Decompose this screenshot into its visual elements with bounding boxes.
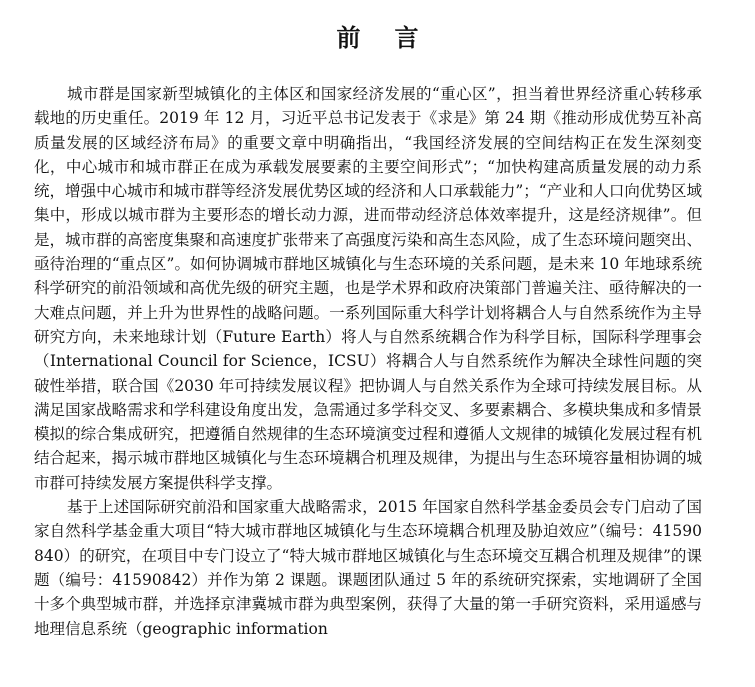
- body-text: [34, 82, 702, 641]
- paragraph-2: 基于上述国际研究前沿和国家重大战略需求，2015 年国家自然科学基金委员会专门启动了国家自然科学基金重大项目“特大城市群地区城镇化与生态环境耦合机理及胁迫效应”（编号：41590840）的研究，在项目中专门设立了“特大城市群地区城镇化与生态环境交互耦合机理及规律”的课题（编号：41590842）并作为第 2 课题。课题团队通过 5 年的系统研究探索，实地调研了全国十多个典型城市群，并选择京津冀城市群为典型案例，获得了大量的第一手研究资料，采用遥感与地理信息系统（geographic information: [34, 498, 702, 638]
- paragraph-1: 城市群是国家新型城镇化的主体区和国家经济发展的“重心区”，担当着世界经济重心转移承载地的历史重任。2019 年 12 月，习近平总书记发表于《求是》第 24 期《推动形成优势互补高质量发展的区域经济布局》的重要文章中明确指出，“我国经济发展的空间结构正在发生深刻变化，中心城市和城市群正在成为承载发展要素的主要空间形式”；“加快构建高质量发展的动力系统，增强中心城市和城市群等经济发展优势区域的经济和人口承载能力”；“产业和人口向优势区域集中，形成以城市群为主要形态的增长动力源，进而带动经济总体效率提升，这是经济规律”。但是，城市群的高密度集聚和高速度扩张带来了高强度污染和高生态风险，成了生态环境问题突出、亟待治理的“重点区”。如何协调城市群地区城镇化与生态环境的关系问题，是未来 10 年地球系统科学研究的前沿领域和高优先级的研究主题，也是学术界和政府决策部门普遍关注、亟待解决的一大难点问题，并上升为世界性的战略问题。一系列国际重大科学计划将耦合人与自然系统作为主导研究方向，未来地球计划（Future Earth）将人与自然系统耦合作为科学目标，国际科学理事会（International Council for Science，ICSU）将耦合人与自然系统作为解决全球性问题的突破性举措，联合国《2030 年可持续发展议程》把协调人与自然关系作为全球可持续发展目标。从满足国家战略需求和学科建设角度出发，急需通过多学科交叉、多要素耦合、多模块集成和多情景模拟的综合集成研究，把遵循自然规律的生态环境演变过程和遵循人文规律的城镇化发展过程有机结合起来，揭示城市群地区城镇化与生态环境耦合机理及规律，为提出与生态环境容量相协调的城市群可持续发展方案提供科学支撑。: [34, 85, 702, 492]
- page-title: 前言: [336, 24, 453, 52]
